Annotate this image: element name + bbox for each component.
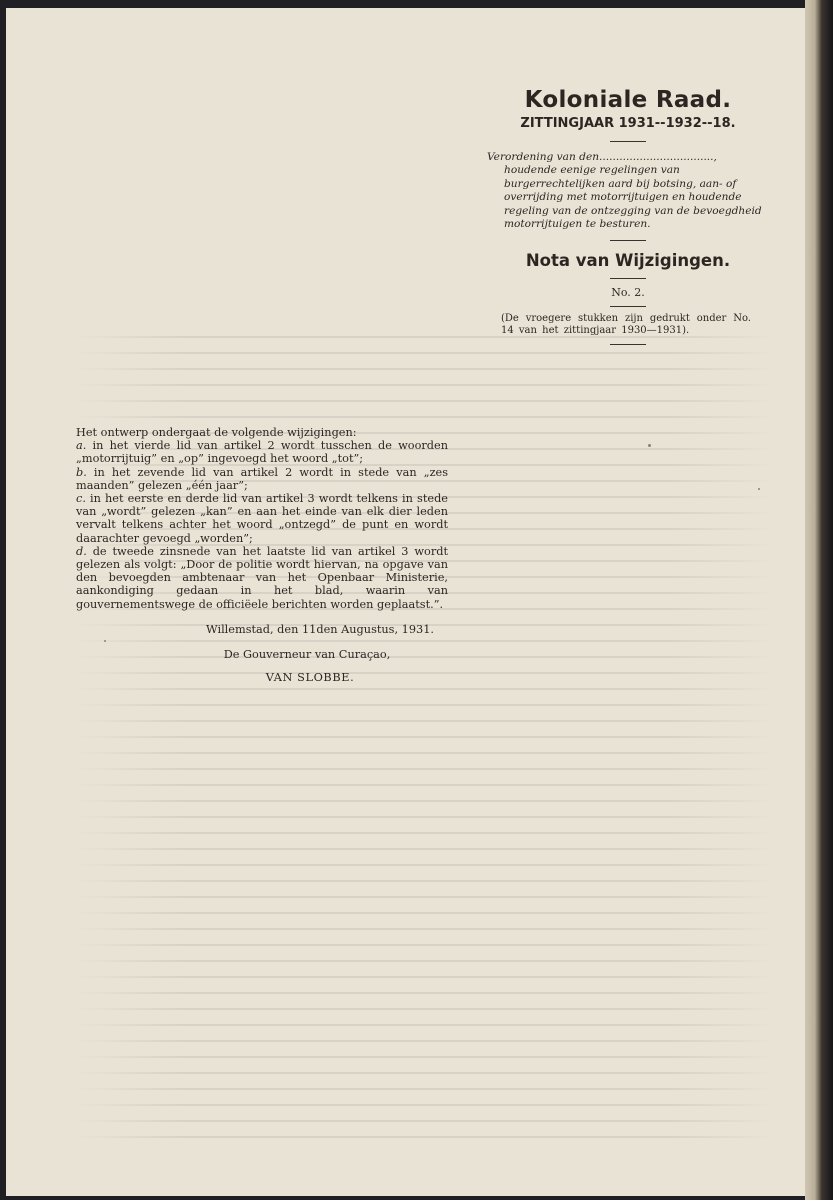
intro-text: Het ontwerp ondergaat de volgende wijzigingen: bbox=[76, 426, 357, 439]
item-text: in het vierde lid van artikel 2 wordt tusschen de woorden „motorrijtuig” en „op” ingevoegd het woord „tot”; bbox=[76, 439, 448, 466]
paper-speck bbox=[648, 444, 651, 447]
ordinance-lead: Verordening van den.................................., bbox=[487, 151, 717, 163]
council-title: Koloniale Raad. bbox=[524, 87, 732, 113]
document-number: No. 2. bbox=[611, 286, 645, 300]
signatory-title: De Gouverneur van Curaçao, bbox=[223, 648, 391, 662]
amendments-body bbox=[76, 426, 448, 684]
place-date: Willemstad, den 11den Augustus, 1931. bbox=[206, 622, 434, 636]
ordinance-description bbox=[483, 151, 773, 231]
item-text: de tweede zinsnede van het laatste lid van artikel 3 wordt gelezen als volgt: „Door de politie wordt hiervan, na opgave van den bevoegden ambtenaar van het Openbaar Ministerie, aankondiging gedaan in het blad, waarin van gouvernementswege de officiëele berichten worden geplaatst.”. bbox=[76, 544, 448, 611]
session-year: ZITTINGJAAR 1931--1932--18. bbox=[520, 116, 736, 131]
amendment-item bbox=[76, 545, 448, 611]
paper-speck bbox=[758, 488, 760, 490]
item-text: in het zevende lid van artikel 2 wordt in stede van „zes maanden” gelezen „één jaar”; bbox=[76, 465, 448, 492]
item-letter: b. bbox=[76, 465, 87, 479]
item-letter: c. bbox=[76, 492, 86, 506]
document-page bbox=[6, 8, 805, 1196]
amendments-title: Nota van Wijzigingen. bbox=[525, 251, 731, 271]
ordinance-body: houdende eenige regelingen van burgerrechtelijken aard bij botsing, aan- of overrijding met motorrijtuigen en houdende regeling van de ontzegging van de bevoegdheid motorrijtuigen te besturen. bbox=[504, 164, 762, 231]
divider bbox=[610, 344, 646, 345]
prior-documents-note: (De vroegere stukken zijn gedrukt onder No. 14 van het zittingjaar 1930—1931). bbox=[501, 313, 751, 337]
divider bbox=[610, 240, 646, 241]
divider bbox=[610, 141, 646, 142]
item-letter: a. bbox=[76, 439, 87, 453]
item-text: in het eerste en derde lid van artikel 3 wordt telkens in stede van „wordt” gelezen „kan” en aan het einde van elk dier leden vervalt telkens achter het woord „ontzegd” de punt en wordt daarachter gevoegd „worden”; bbox=[76, 492, 448, 545]
amendment-item bbox=[76, 439, 448, 465]
book-spine-edge bbox=[805, 0, 833, 1200]
divider bbox=[610, 306, 646, 307]
signatory-name: VAN SLOBBE. bbox=[265, 671, 355, 685]
divider bbox=[610, 278, 646, 279]
amendment-item bbox=[76, 492, 448, 545]
item-letter: d. bbox=[76, 544, 87, 558]
document-header bbox=[483, 86, 773, 354]
amendment-item bbox=[76, 466, 448, 492]
paper-speck bbox=[104, 640, 106, 642]
